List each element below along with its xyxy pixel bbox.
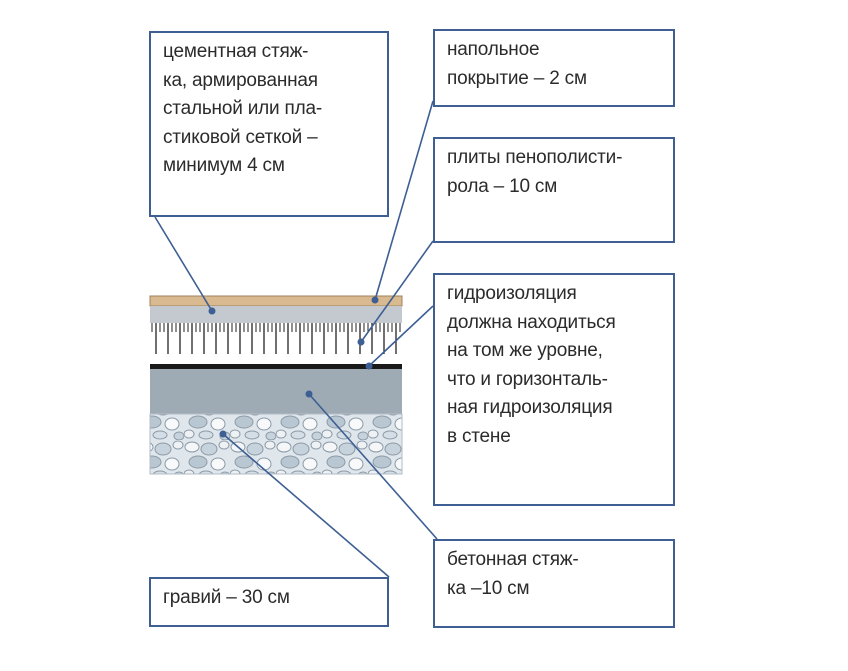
label-line: бетонная стяж-	[447, 549, 579, 570]
floor-covering-layer	[150, 296, 402, 306]
label-line: цементная стяж-	[163, 41, 309, 62]
label-line: ка, армированная	[163, 69, 318, 91]
label-gravel	[149, 577, 389, 627]
waterproofing-layer	[150, 364, 402, 369]
label-line: ка –10 см	[447, 577, 530, 599]
label-line: ная гидроизоляция	[447, 397, 613, 418]
label-line: стальной или пла-	[163, 98, 322, 119]
label-eps-boards	[433, 137, 675, 243]
label-line: плиты пенополисти-	[447, 147, 623, 168]
label-floor-covering	[433, 29, 675, 107]
label-line: стиковой сеткой –	[163, 126, 318, 148]
label-line: что и горизонталь-	[447, 368, 608, 390]
label-waterproofing	[433, 273, 675, 506]
label-line: рола – 10 см	[447, 175, 558, 197]
label-line: в стене	[447, 425, 511, 447]
label-cement-screed	[149, 31, 389, 217]
label-line: минимум 4 см	[163, 155, 285, 176]
cement-screed-layer	[150, 306, 402, 323]
label-line: покрытие – 2 см	[447, 67, 587, 89]
label-line: гидроизоляция	[447, 283, 577, 304]
label-line: на том же уровне,	[447, 340, 603, 361]
gravel-layer	[150, 414, 402, 474]
label-line: должна находиться	[447, 311, 616, 333]
label-concrete-screed	[433, 539, 675, 628]
concrete-screed-layer	[150, 369, 402, 414]
eps-boards-layer	[150, 323, 402, 368]
label-line: напольное	[447, 39, 540, 60]
label-line: гравий – 30 см	[163, 587, 290, 608]
